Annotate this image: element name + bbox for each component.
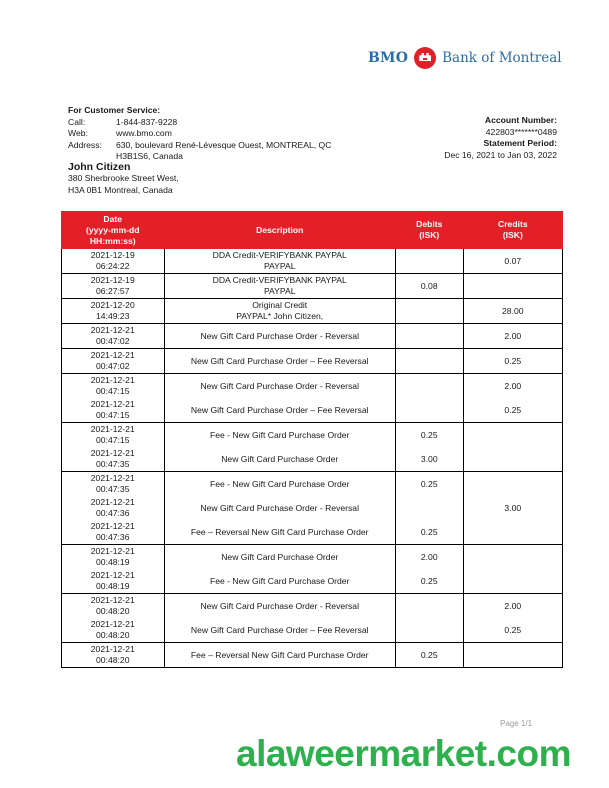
bank-logo [368,44,562,72]
customer-service-block [68,105,331,163]
col-debits: Debits (ISK) [395,212,463,249]
cell-credit [463,545,562,570]
table-row [62,249,563,274]
cell-date: 2021-12-21 00:48:20 [62,618,165,643]
cell-debit [395,299,463,324]
cell-date: 2021-12-21 00:48:19 [62,569,165,594]
table-row [62,618,563,643]
statement-period-value: Dec 16, 2021 to Jan 03, 2022 [444,149,557,160]
cell-credit [463,447,562,472]
cell-credit: 0.07 [463,249,562,274]
table-header [62,212,563,249]
cell-date: 2021-12-21 00:47:15 [62,374,165,399]
cell-credit: 0.25 [463,349,562,374]
cell-debit: 0.25 [395,423,463,448]
customer-address-line1: 380 Sherbrooke Street West, [68,173,179,183]
call-label: Call: [68,116,86,127]
address-line1: 630, boulevard René-Lévesque Ouest, MONTREAL, QC [116,139,332,150]
customer-name: John Citizen [68,161,131,173]
cell-description: New Gift Card Purchase Order [164,545,395,570]
cell-date: 2021-12-21 00:48:20 [62,594,165,619]
customer-block [68,161,179,196]
cell-debit [395,496,463,520]
table-row [62,643,563,668]
cell-date: 2021-12-19 06:24:22 [62,249,165,274]
col-credits: Credits (ISK) [463,212,562,249]
table-row [62,447,563,472]
page-number: Page 1/1 [500,719,533,728]
cell-date: 2021-12-20 14:49:23 [62,299,165,324]
cell-description: New Gift Card Purchase Order - Reversal [164,496,395,520]
cell-credit [463,520,562,545]
cell-credit: 2.00 [463,594,562,619]
address-value [116,140,331,163]
cell-debit [395,398,463,423]
cell-debit: 0.25 [395,569,463,594]
web-label: Web: [68,128,88,138]
cell-credit: 3.00 [463,496,562,520]
cell-debit [395,594,463,619]
cell-description: Fee - New Gift Card Purchase Order [164,423,395,448]
cell-debit: 2.00 [395,545,463,570]
table-row [62,520,563,545]
table-row [62,472,563,497]
cell-credit [463,472,562,497]
cell-description: DDA Credit-VERIFYBANK PAYPAL PAYPAL [164,274,395,299]
cell-credit: 0.25 [463,398,562,423]
table-row [62,496,563,520]
table-row [62,545,563,570]
table-row [62,349,563,374]
cell-credit [463,423,562,448]
customer-address-line2: H3A 0B1 Montreal, Canada [68,184,173,195]
address-line2: H3B1S6, Canada [116,151,183,161]
cell-date: 2021-12-21 00:47:15 [62,423,165,448]
table-row [62,274,563,299]
cell-debit: 0.08 [395,274,463,299]
account-block [444,115,557,161]
cell-debit: 3.00 [395,447,463,472]
address-label: Address: [68,139,102,150]
cell-credit [463,643,562,668]
table-row [62,398,563,423]
cell-credit: 28.00 [463,299,562,324]
table-row [62,324,563,349]
bank-full-name: Bank of Montreal [442,50,562,66]
account-number-value: 422803*******0489 [485,126,557,137]
cell-description: Fee – Reversal New Gift Card Purchase Order [164,643,395,668]
cell-date: 2021-12-21 00:47:35 [62,472,165,497]
table-row [62,569,563,594]
cell-date: 2021-12-21 00:47:35 [62,447,165,472]
cell-credit: 2.00 [463,324,562,349]
cell-debit: 0.25 [395,520,463,545]
cell-description: New Gift Card Purchase Order – Fee Reversal [164,618,395,643]
col-description: Description [164,212,395,249]
cell-description: New Gift Card Purchase Order - Reversal [164,324,395,349]
cell-debit [395,249,463,274]
cell-date: 2021-12-21 00:47:02 [62,324,165,349]
customer-service-title: For Customer Service: [68,105,161,115]
cell-description: New Gift Card Purchase Order - Reversal [164,594,395,619]
table-row [62,374,563,399]
cell-date: 2021-12-21 00:47:36 [62,520,165,545]
cell-debit: 0.25 [395,643,463,668]
table-row [62,299,563,324]
cell-description: Fee – Reversal New Gift Card Purchase Order [164,520,395,545]
col-date: Date (yyyy-mm-dd HH:mm:ss) [62,212,165,249]
cell-debit [395,349,463,374]
cell-debit [395,374,463,399]
transactions-table [61,211,563,668]
cell-debit [395,324,463,349]
table-row [62,594,563,619]
cell-date: 2021-12-21 00:48:19 [62,545,165,570]
web-value: www.bmo.com [116,128,172,138]
cell-description: Fee - New Gift Card Purchase Order [164,569,395,594]
cell-credit: 0.25 [463,618,562,643]
cell-date: 2021-12-19 06:27:57 [62,274,165,299]
cell-description: New Gift Card Purchase Order – Fee Reversal [164,398,395,423]
cell-description: New Gift Card Purchase Order [164,447,395,472]
cell-date: 2021-12-21 00:48:20 [62,643,165,668]
cell-description: Original Credit PAYPAL* John Citizen, [164,299,395,324]
bmo-roundel-icon [414,47,436,69]
cell-description: DDA Credit-VERIFYBANK PAYPAL PAYPAL [164,249,395,274]
call-value: 1-844-837-9228 [116,116,178,127]
cell-date: 2021-12-21 00:47:15 [62,398,165,423]
account-number-label: Account Number: [484,115,557,125]
statement-period-label: Statement Period: [483,138,557,148]
cell-description: New Gift Card Purchase Order – Fee Reversal [164,349,395,374]
watermark: alaweermarket.com [236,733,571,774]
cell-description: New Gift Card Purchase Order - Reversal [164,374,395,399]
cell-debit [395,618,463,643]
table-row [62,423,563,448]
cell-date: 2021-12-21 00:47:36 [62,496,165,520]
cell-debit: 0.25 [395,472,463,497]
cell-date: 2021-12-21 00:47:02 [62,349,165,374]
cell-credit: 2.00 [463,374,562,399]
cell-credit [463,274,562,299]
bank-short-name: BMO [368,50,409,66]
cell-credit [463,569,562,594]
cell-description: Fee - New Gift Card Purchase Order [164,472,395,497]
